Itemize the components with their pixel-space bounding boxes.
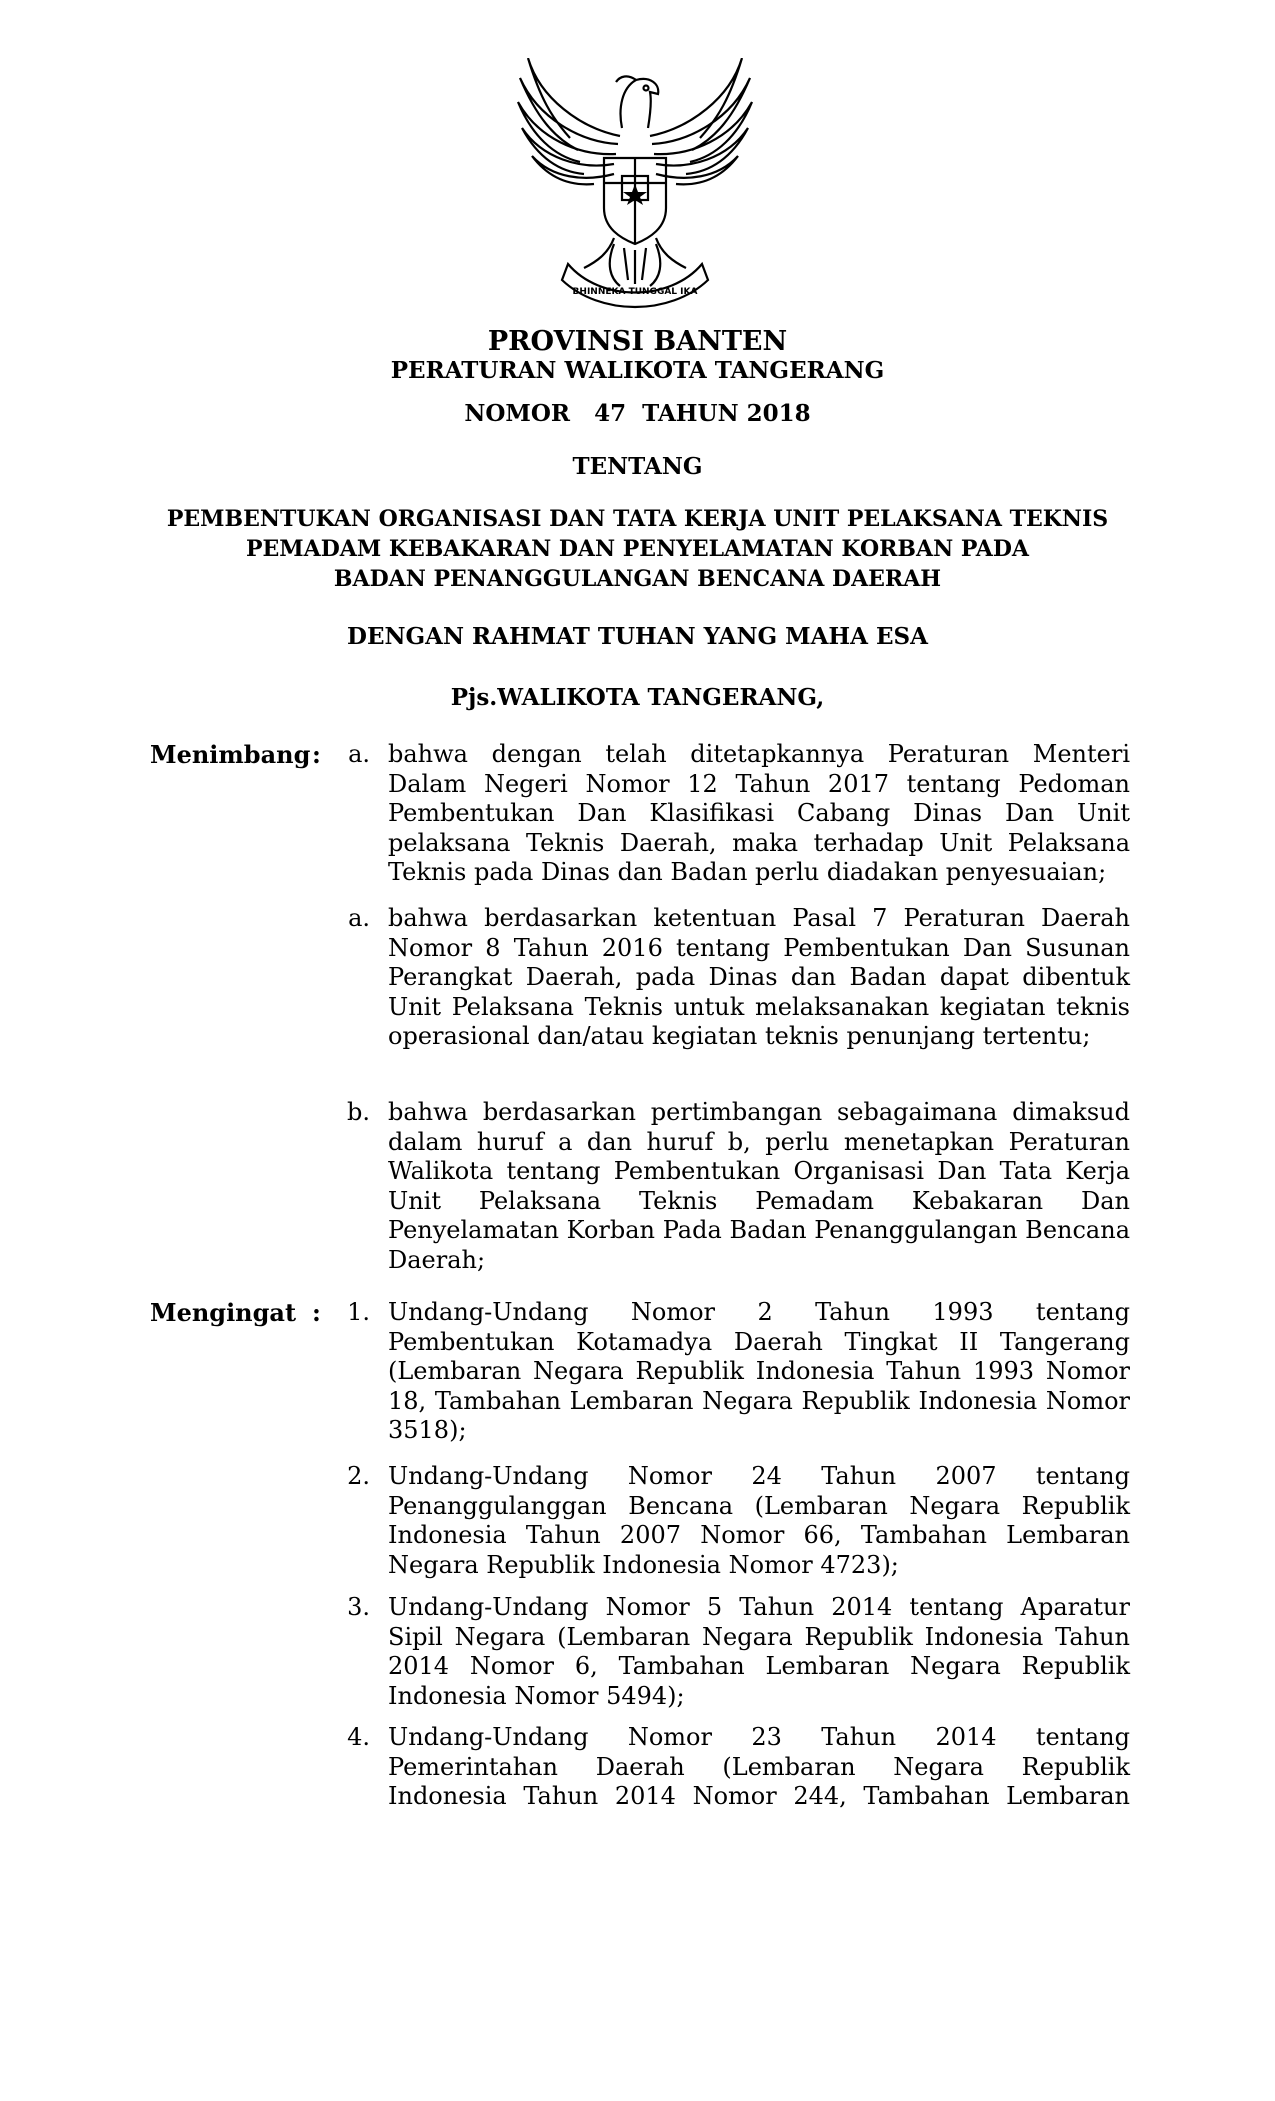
province-title: PROVINSI BANTEN [487, 326, 788, 357]
item-marker: b. [347, 1098, 370, 1126]
item-text: Undang-Undang Nomor 5 Tahun 2014 tentang Aparatur Sipil Negara (Lembaran Negara Republik Indonesia Tahun 2014 Nomor 6, Tambahan Lembaran Negara Republik Indonesia Nomor 5494); [388, 1593, 1130, 1710]
official-title: Pjs.WALIKOTA TANGERANG, [450, 684, 825, 711]
item-text: Undang-Undang Nomor 24 Tahun 2007 tentang Penanggulanggan Bencana (Lembaran Negara Republik Indonesia Tahun 2007 Nomor 66, Tambahan Lembaran Negara Republik Indonesia Nomor 4723); [388, 1462, 1130, 1579]
item-text: bahwa berdasarkan pertimbangan sebagaimana dimaksud dalam huruf a dan huruf b, perlu menetapkan Peraturan Walikota tentang Pembentukan Organisasi Dan Tata Kerja Unit Pelaksana Teknis Pemadam Kebakaran Dan Penyelamatan Korban Pada Badan Penanggulangan Bencana Daerah; [388, 1098, 1130, 1274]
menimbang-colon: : [312, 740, 321, 769]
item-text: bahwa dengan telah ditetapkannya Peraturan Menteri Dalam Negeri Nomor 12 Tahun 2017 tentang Pedoman Pembentukan Dan Klasifikasi Cabang Dinas Dan Unit pelaksana Teknis Daerah, maka terhadap Unit Pelaksana Teknis pada Dinas dan Badan perlu diadakan penyesuaian; [388, 740, 1130, 886]
item-marker: 4. [347, 1723, 370, 1751]
mengingat-label: Mengingat [150, 1298, 297, 1327]
mengingat-colon: : [312, 1298, 321, 1327]
item-marker: 3. [347, 1593, 370, 1621]
item-marker: 2. [347, 1462, 370, 1490]
item-text: Undang-Undang Nomor 23 Tahun 2014 tentang Pemerintahan Daerah (Lembaran Negara Republik Indonesia Tahun 2014 Nomor 244, Tambahan Lembaran [388, 1723, 1130, 1810]
garuda-emblem-icon [510, 58, 760, 312]
subject-line: PEMBENTUKAN ORGANISASI DAN TATA KERJA UNIT PELAKSANA TEKNIS [166, 506, 1109, 532]
menimbang-label: Menimbang [150, 740, 311, 769]
item-text: bahwa berdasarkan ketentuan Pasal 7 Peraturan Daerah Nomor 8 Tahun 2016 tentang Pembentukan Dan Susunan Perangkat Daerah, pada Dinas dan Badan dapat dibentuk Unit Pelaksana Teknis untuk melaksanakan kegiatan teknis operasional dan/atau kegiatan teknis penunjang tertentu; [388, 904, 1130, 1050]
regulation-number: NOMOR 47 TAHUN 2018 [464, 400, 811, 427]
blessing-line: DENGAN RAHMAT TUHAN YANG MAHA ESA [347, 623, 928, 650]
motto-text: BHINNEKA TUNGGAL IKA [572, 287, 698, 297]
subject-line: PEMADAM KEBAKARAN DAN PENYELAMATAN KORBAN PADA [245, 536, 1029, 562]
item-marker: 1. [347, 1298, 370, 1326]
item-marker: a. [348, 904, 370, 932]
item-marker: a. [348, 740, 370, 768]
subject-line: BADAN PENANGGULANGAN BENCANA DAERAH [333, 566, 942, 592]
about-heading: TENTANG [572, 453, 703, 480]
regulation-title: PERATURAN WALIKOTA TANGERANG [390, 357, 885, 384]
regulation-subject [0, 504, 1275, 594]
item-text: Undang-Undang Nomor 2 Tahun 1993 tentang Pembentukan Kotamadya Daerah Tingkat II Tangerang (Lembaran Negara Republik Indonesia Tahun 1993 Nomor 18, Tambahan Lembaran Negara Republik Indonesia Nomor 3518); [388, 1298, 1130, 1444]
